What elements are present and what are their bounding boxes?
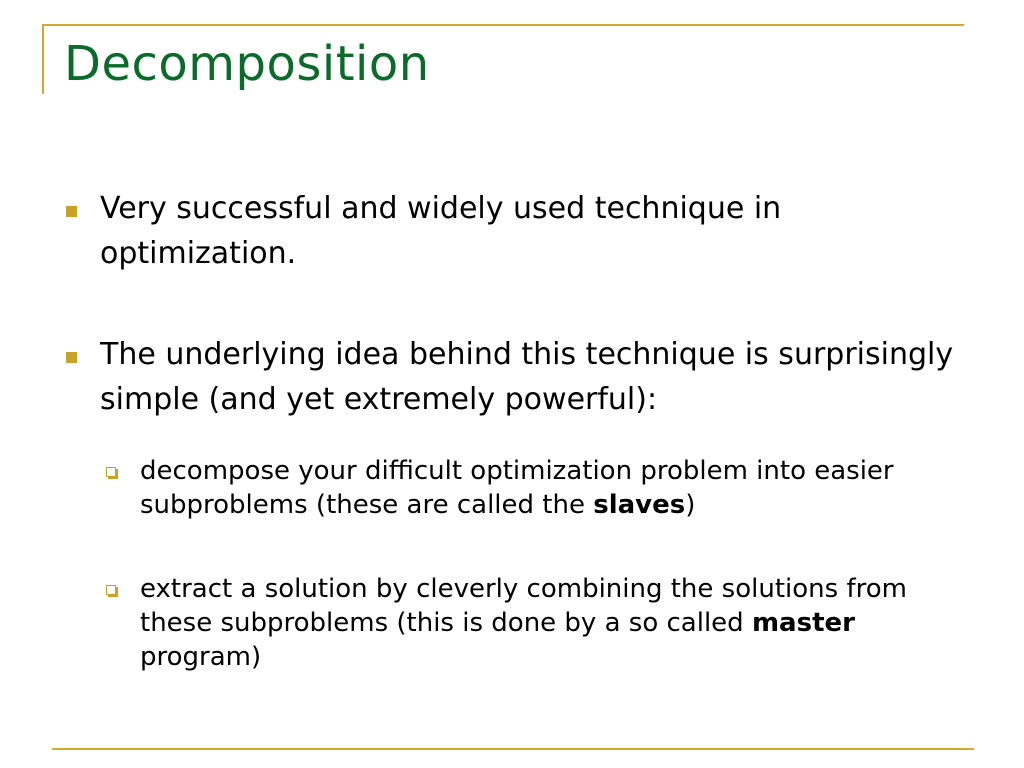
sub-bullet-text: extract a solution by cleverly combining the solutions from these subproblems (this is done by a so called: [140, 574, 907, 638]
emphasis-master: master: [751, 608, 855, 638]
slide-title: Decomposition: [64, 36, 430, 92]
sub-bullet-list: [104, 454, 964, 674]
square-bullet-icon: [66, 206, 77, 217]
emphasis-slaves: slaves: [593, 490, 686, 520]
bullet-list: [64, 186, 964, 724]
sub-bullet-item: [104, 572, 964, 674]
bullet-item: [64, 332, 964, 422]
bullet-text: The underlying idea behind this technique is surprisingly simple (and yet extremely powerful):: [100, 337, 954, 417]
sub-bullet-item: [104, 454, 964, 522]
frame-left-line: [42, 24, 44, 94]
sub-bullet-text-end: ): [685, 490, 696, 520]
bullet-item: [64, 186, 964, 276]
sub-bullet-text: decompose your difficult optimization problem into easier subproblems (these are called the: [140, 456, 894, 520]
frame-bottom-line: [52, 748, 974, 750]
hollow-square-bullet-icon: [106, 467, 116, 477]
bullet-text: Very successful and widely used technique in optimization.: [100, 191, 782, 271]
square-bullet-icon: [66, 352, 77, 363]
hollow-square-bullet-icon: [106, 585, 116, 595]
frame-top-line: [42, 24, 964, 26]
sub-bullet-text-end: program): [140, 642, 262, 672]
